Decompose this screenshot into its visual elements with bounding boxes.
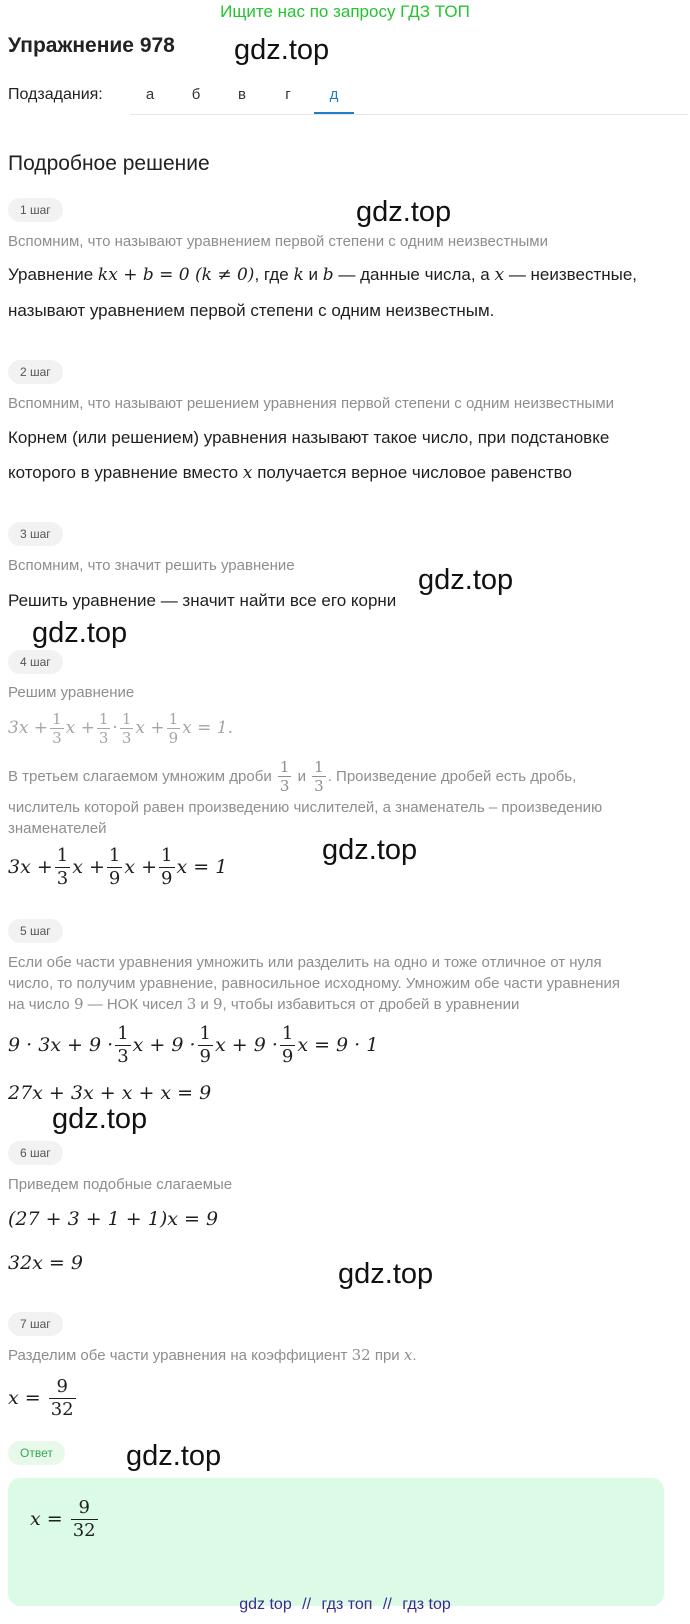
tab-g[interactable]: г — [285, 86, 291, 103]
step-4-badge: 4 шаг — [8, 650, 63, 674]
step-7-equation: x = $\frac{9}{32}$ — [8, 1375, 74, 1420]
watermark: gdz.top — [126, 1440, 222, 1472]
step-4-equation: 3x + $\frac{1}{3}$ x + $\frac{1}{3}$ · $\frac{1}{3}$ x + $\frac{1}{9}$ x = 1. — [8, 709, 234, 747]
step-6-note: Приведем подобные слагаемые — [8, 1176, 233, 1193]
answer-equation: x = $\frac{9}{32}$ — [30, 1496, 96, 1541]
footer-link-gdz-top-mixed[interactable]: гдз top — [402, 1596, 451, 1613]
watermark: gdz.top — [338, 1258, 434, 1290]
watermark: gdz.top — [32, 617, 128, 649]
subtasks-label: Подзадания: — [8, 86, 103, 103]
tab-v[interactable]: в — [238, 86, 246, 103]
step-7-badge: 7 шаг — [8, 1312, 63, 1336]
step-1-text-line2: называют уравнением первой степени с одним неизвестным. — [8, 301, 495, 320]
watermark: gdz.top — [52, 1103, 148, 1135]
footer-separator: // — [302, 1596, 312, 1613]
step-3-note: Вспомним, что значит решить уравнение — [8, 557, 295, 574]
subtask-tabs — [130, 78, 688, 115]
step-1-note: Вспомним, что называют уравнением первой степени с одним неизвестными — [8, 233, 548, 250]
answer-box — [8, 1478, 664, 1606]
step-5-note-line2: число, то получим уравнение, равносильное исходному. Умножим обе части уравнения — [8, 975, 621, 992]
watermark: gdz.top — [322, 834, 418, 866]
step-5-badge: 5 шаг — [8, 919, 63, 943]
step-4-note2-line3: знаменателей — [8, 820, 107, 837]
step-5-equation: 9 · 3x + 9 · $\frac{1}{3}$ x + 9 · $\frac{1}{9}$ x + 9 · $\frac{1}{9}$ x = 9 · 1 — [8, 1022, 379, 1067]
step-2-badge: 2 шаг — [8, 360, 63, 384]
footer-link-gdz-top[interactable]: gdz top — [239, 1596, 292, 1613]
step-6-equation-2: 32x = 9 — [8, 1252, 83, 1274]
step-4-result-equation: 3x + $\frac{1}{3}$ x + $\frac{1}{9}$ x + $\frac{1}{9}$ x = 1 — [8, 844, 228, 889]
step-4-note: Решим уравнение — [8, 684, 135, 701]
step-2-text-line1: Корнем (или решением) уравнения называют такое число, при подстановке — [8, 428, 610, 447]
watermark: gdz.top — [418, 564, 514, 596]
tab-d[interactable]: д — [314, 78, 354, 114]
answer-badge: Ответ — [8, 1441, 65, 1465]
step-5-equation-2: 27x + 3x + x + x = 9 — [8, 1082, 212, 1104]
step-4-note2-line2: числитель которой равен произведению числителей, а знаменатель – произведению — [8, 799, 603, 816]
page-title: Упражнение 978 — [8, 34, 175, 57]
step-2-text-line2: которого в уравнение вместо x получается верное числовое равенство — [8, 463, 572, 483]
search-banner: Ищите нас по запросу ГДЗ ТОП — [220, 2, 470, 21]
footer-link-gdz-top-ru[interactable]: гдз топ — [321, 1596, 373, 1613]
step-6-badge: 6 шаг — [8, 1141, 63, 1165]
watermark: gdz.top — [356, 196, 452, 228]
step-2-note: Вспомним, что называют решением уравнения первой степени с одним неизвестными — [8, 395, 615, 412]
step-3-text: Решить уравнение — значит найти все его корни — [8, 591, 397, 610]
step-1-badge: 1 шаг — [8, 198, 63, 222]
footer-links — [0, 1596, 690, 1614]
tab-a[interactable]: а — [145, 86, 155, 103]
step-1-text-line1: Уравнение kx + b = 0 (k ≠ 0), где k и b — данные числа, а x — неизвестные, — [8, 265, 638, 285]
step-4-note2-line1: В третьем слагаемом умножим дроби $\frac{1}{3}$ и $\frac{1}{3}$ . Произведение дробей есть дробь, — [8, 757, 577, 795]
step-5-note-line1: Если обе части уравнения умножить или разделить на одно и тоже отличное от нуля — [8, 954, 602, 971]
footer-separator: // — [382, 1596, 392, 1613]
step-6-equation-1: (27 + 3 + 1 + 1)x = 9 — [8, 1208, 219, 1230]
step-5-note-line3: на число 9 — НОК чисел 3 и 9, чтобы избавиться от дробей в уравнении — [8, 995, 520, 1013]
watermark: gdz.top — [234, 34, 330, 66]
step-3-badge: 3 шаг — [8, 522, 63, 546]
solution-heading: Подробное решение — [8, 152, 210, 175]
step-7-note: Разделим обе части уравнения на коэффициент 32 при x. — [8, 1346, 417, 1364]
tab-b[interactable]: б — [191, 86, 201, 103]
